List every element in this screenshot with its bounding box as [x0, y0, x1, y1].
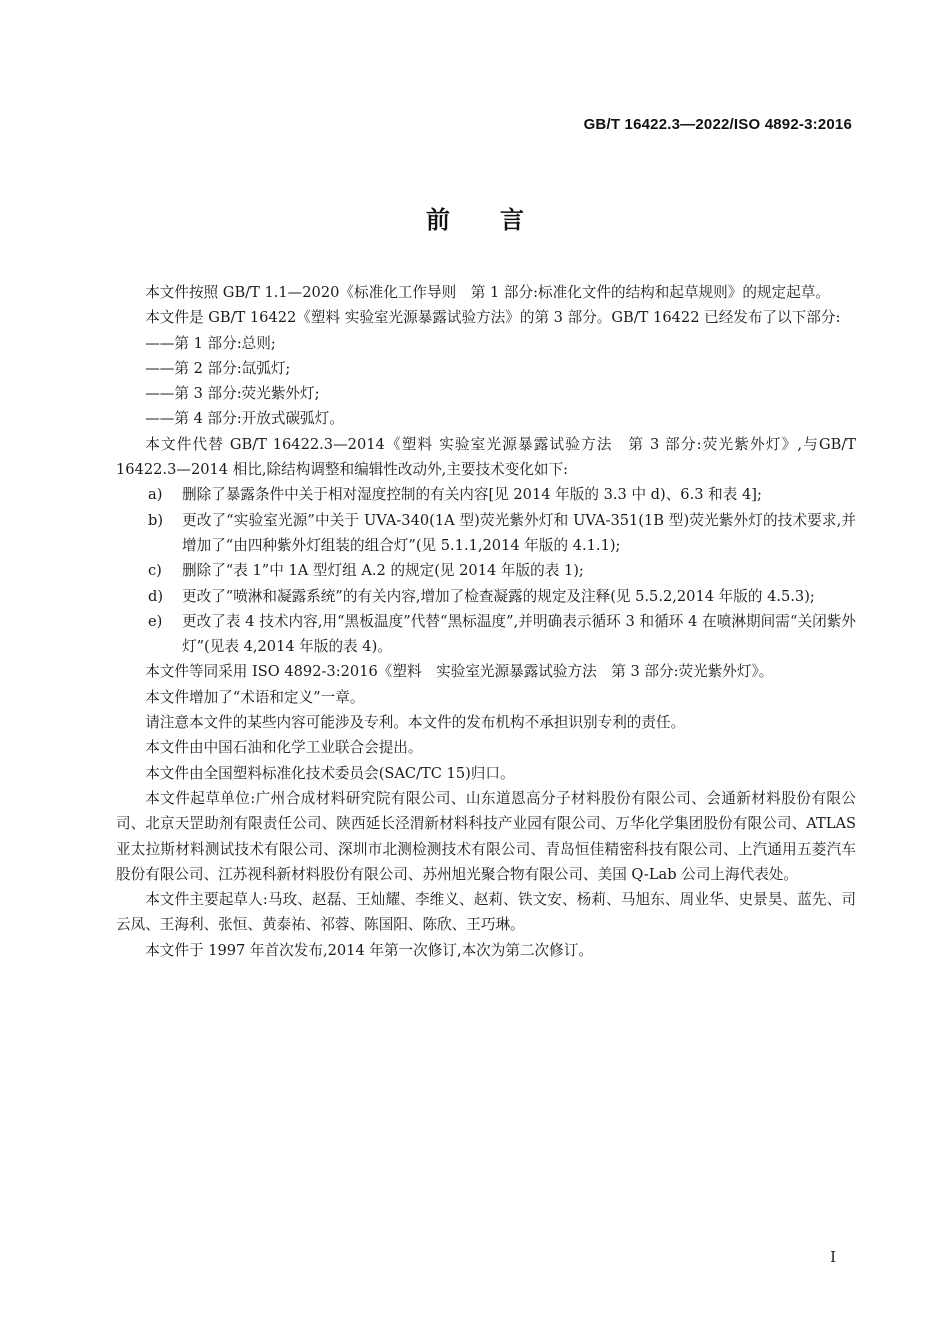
change-item-label: b) [148, 511, 164, 529]
paragraph-history: 本文件于 1997 年首次发布,2014 年第一次修订,本次为第二次修订。 [145, 941, 593, 959]
change-item-label: a) [148, 486, 163, 504]
change-item-text: 更改了表 4 技术内容,用“黑板温度”代替“黑标温度”,并明确表示循环 3 和循环 4 在喷淋期间需“关闭紫外灯”(见表 4,2014 年版的表 4)。 [182, 612, 856, 656]
paragraph-iso-adoption: 本文件等同采用 ISO 4892-3:2016《塑料 实验室光源暴露试验方法 第 3 部分:荧光紫外灯》。 [145, 663, 774, 681]
page-title: 前言 [426, 206, 574, 234]
page-number: I [830, 1248, 836, 1266]
paragraph-terms-added: 本文件增加了“术语和定义”一章。 [145, 688, 365, 706]
paragraph-patent-notice: 请注意本文件的某些内容可能涉及专利。本文件的发布机构不承担识别专利的责任。 [145, 714, 686, 732]
change-item-text: 更改了“喷淋和凝露系统”的有关内容,增加了检查凝露的规定及注释(见 5.5.2,2014 年版的 4.5.3); [182, 587, 815, 605]
change-item-text: 删除了“表 1”中 1A 型灯组 A.2 的规定(见 2014 年版的表 1); [182, 562, 584, 580]
change-item-label: e) [148, 612, 163, 630]
change-item [116, 508, 856, 559]
change-item-label: c) [148, 562, 162, 580]
standard-code: GB/T 16422.3—2022/ISO 4892-3:2016 [583, 116, 852, 133]
paragraph-replacement: 本文件代替 GB/T 16422.3—2014《塑料 实验室光源暴露试验方法 第 3 部分:荧光紫外灯》,与GB/T 16422.3—2014 相比,除结构调整和编辑性改动外,主要技术变化如下: [116, 435, 856, 479]
paragraph-series-intro: 本文件是 GB/T 16422《塑料 实验室光源暴露试验方法》的第 3 部分。GB/T 16422 已经发布了以下部分: [145, 309, 841, 327]
change-item-text: 更改了“实验室光源”中关于 UVA-340(1A 型)荧光紫外灯和 UVA-351(1B 型)荧光紫外灯的技术要求,并增加了“由四种紫外灯组装的组合灯”(见 5.1.1,2014 年版的 4.1.1); [182, 511, 856, 554]
change-item [116, 609, 856, 660]
change-item-label: d) [148, 587, 164, 605]
paragraph-drafters: 本文件主要起草人:马玫、赵磊、王灿耀、李维义、赵莉、铁文安、杨莉、马旭东、周业华、史景昊、蓝先、司云凤、王海利、张恒、黄泰祐、祁蓉、陈国阳、陈欣、王巧琳。 [116, 891, 856, 934]
change-item [116, 558, 856, 583]
list-item: ——第 3 部分:荧光紫外灯; [145, 385, 320, 403]
change-item [116, 482, 856, 507]
change-item-text: 删除了暴露条件中关于相对湿度控制的有关内容[见 2014 年版的 3.3 中 d)、6.3 和表 4]; [182, 486, 762, 504]
paragraph-proposer: 本文件由中国石油和化学工业联合会提出。 [145, 739, 423, 757]
list-item: ——第 1 部分:总则; [145, 334, 276, 352]
list-item: ——第 4 部分:开放式碳弧灯。 [145, 410, 344, 428]
list-item: ——第 2 部分:氙弧灯; [145, 359, 291, 377]
foreword-body [116, 280, 856, 963]
paragraph-drafting-rules: 本文件按照 GB/T 1.1—2020《标准化工作导则 第 1 部分:标准化文件的结构和起草规则》的规定起草。 [145, 284, 830, 301]
paragraph-committee: 本文件由全国塑料标准化技术委员会(SAC/TC 15)归口。 [145, 764, 515, 782]
change-item [116, 584, 856, 609]
paragraph-drafting-units: 本文件起草单位:广州合成材料研究院有限公司、山东道恩高分子材料股份有限公司、会通新材料股份有限公司、北京天罡助剂有限责任公司、陕西延长泾渭新材料科技产业园有限公司、万华化学集团股份有限公司、ATLAS 亚太拉斯材料测试技术有限公司、深圳市北测检测技术有限公司、青岛恒佳精密科技有限公司、上汽通用五菱汽车股份有限公司、江苏视科新材料股份有限公司、苏州旭光聚合物有限公司、美国 Q-Lab 公司上海代表处。 [116, 789, 856, 883]
